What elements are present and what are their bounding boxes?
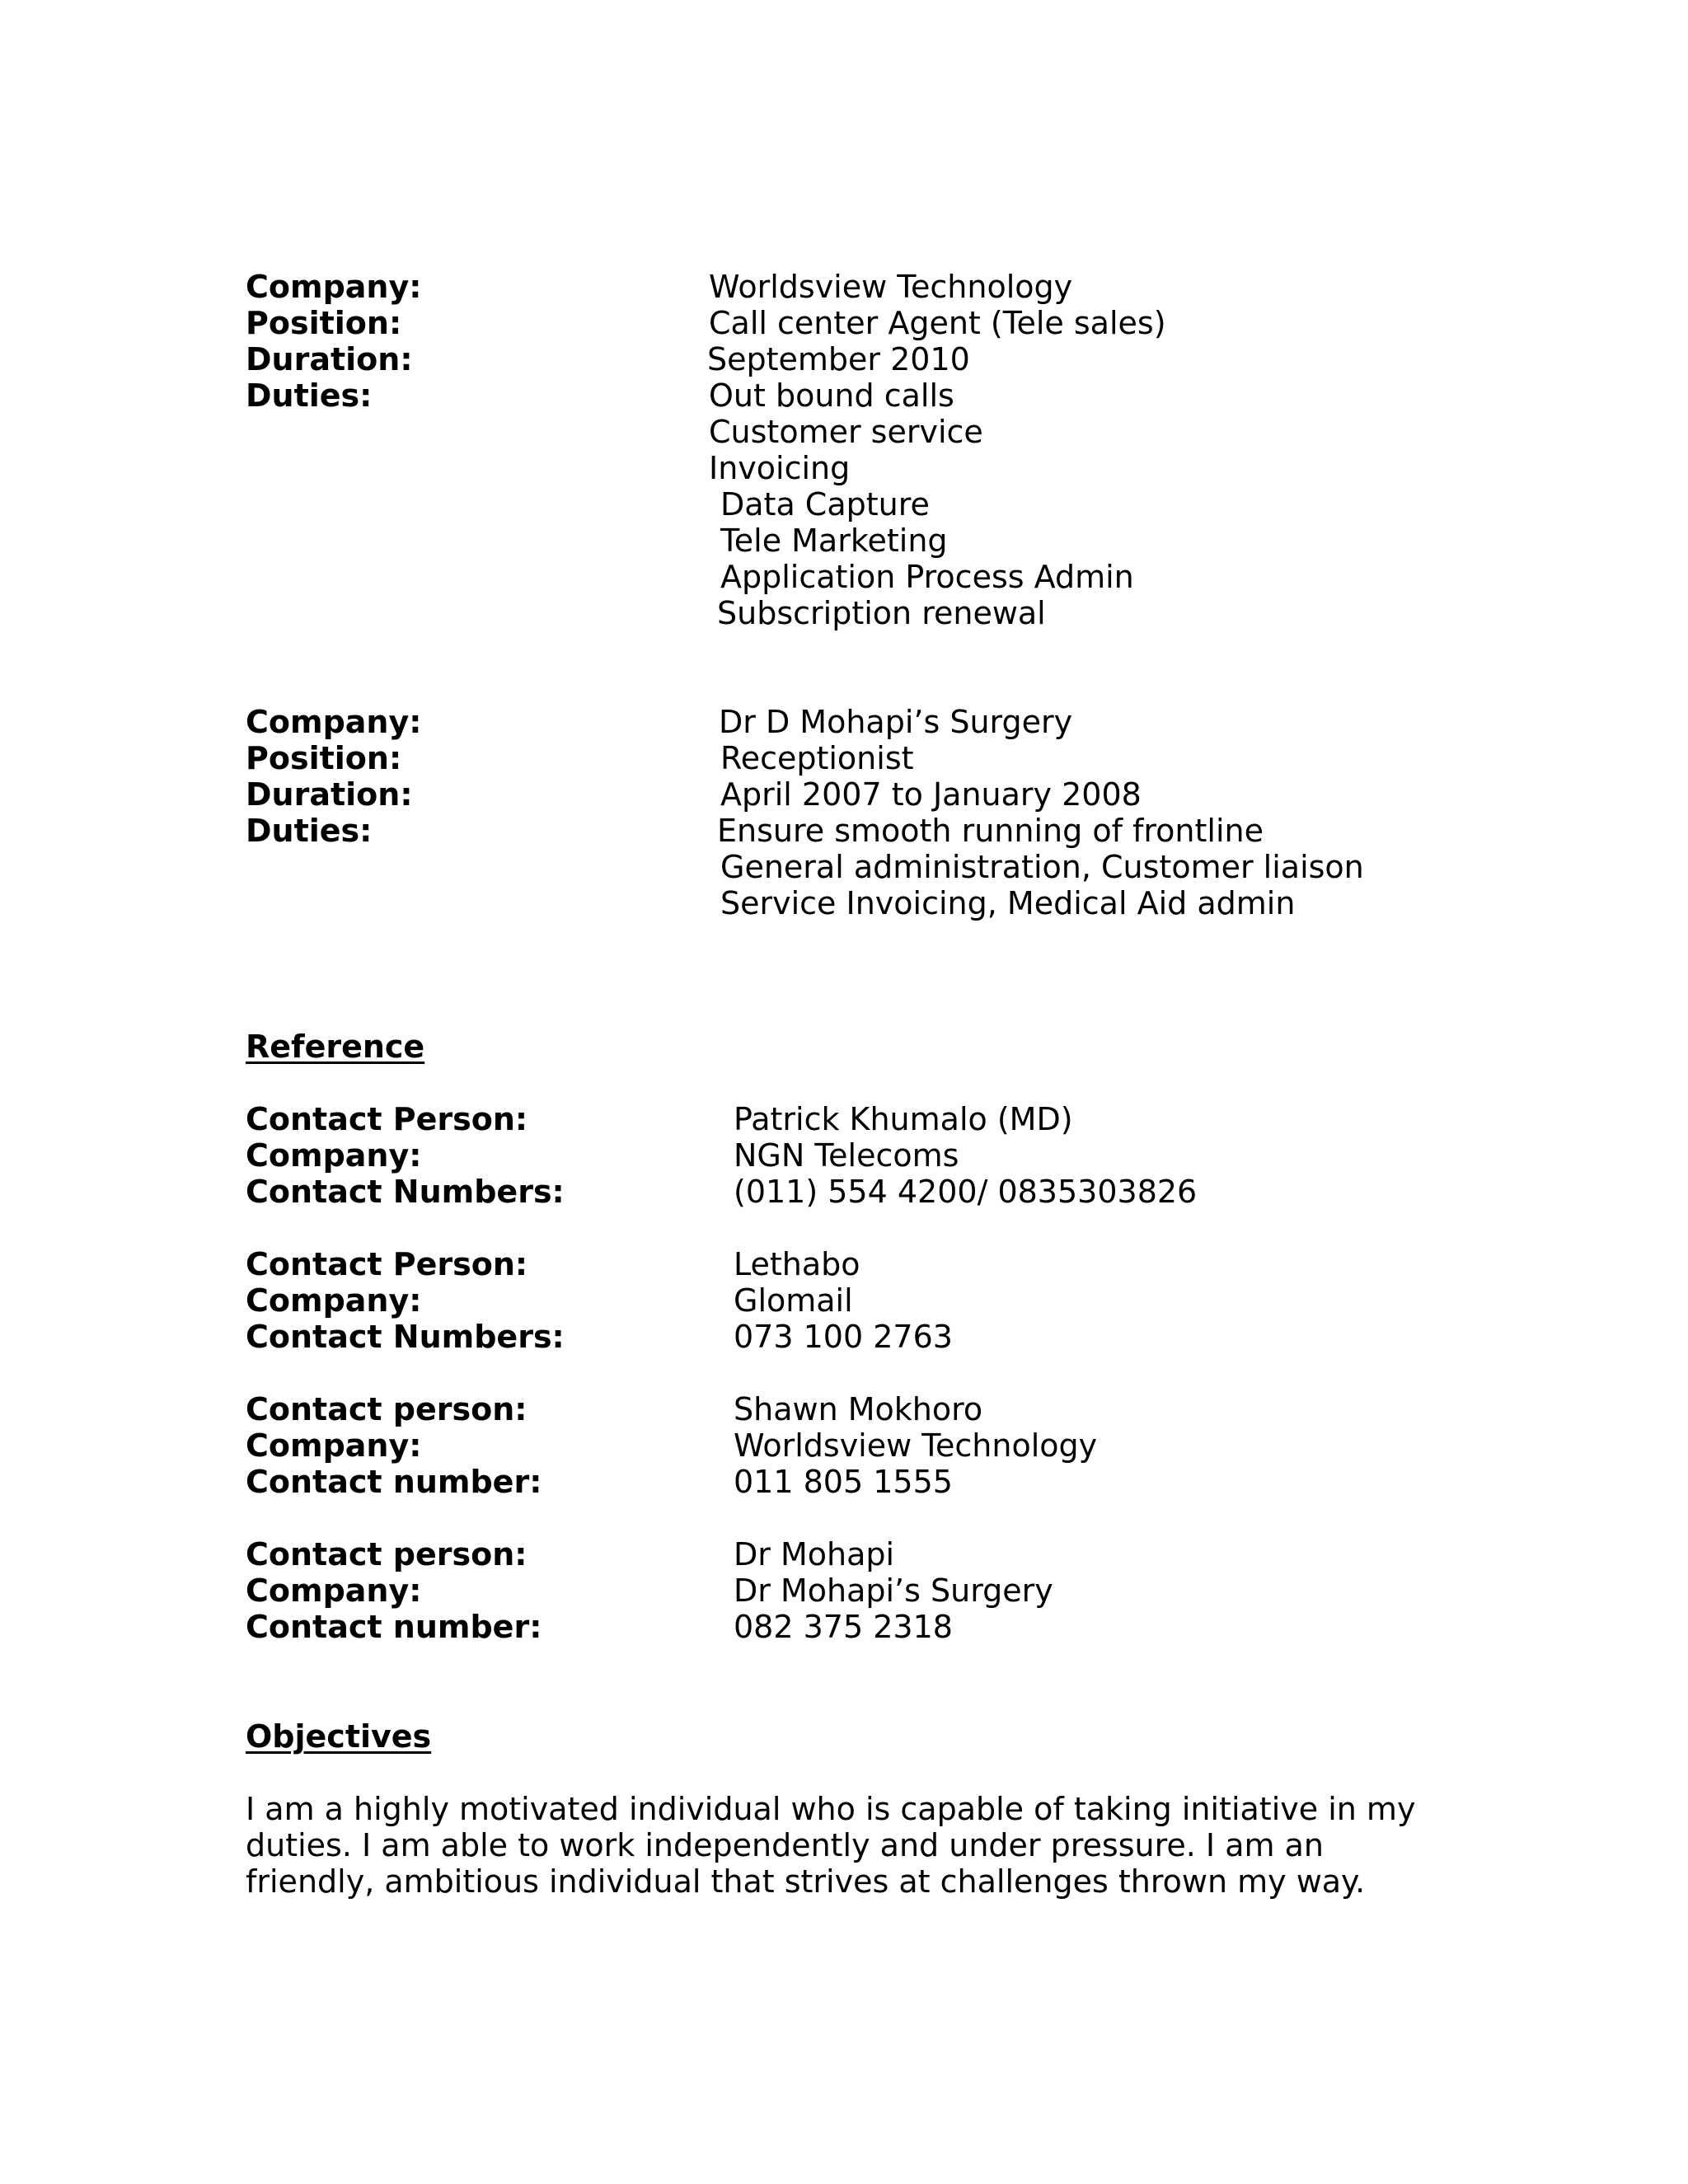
duties-label: Duties: xyxy=(246,813,373,849)
duty-item: General administration, Customer liaison xyxy=(720,849,1364,885)
contact-numbers-label: Contact number: xyxy=(246,1609,542,1645)
duty-item: Data Capture xyxy=(720,486,930,523)
objectives-paragraph xyxy=(246,1791,1449,1900)
objectives-heading: Objectives xyxy=(246,1718,432,1755)
objectives-line: duties. I am able to work independently and under pressure. I am an xyxy=(246,1827,1324,1863)
duty-item: Out bound calls xyxy=(709,377,954,414)
duty-item: Tele Marketing xyxy=(720,523,948,559)
contact-numbers-value: 073 100 2763 xyxy=(734,1319,953,1355)
contact-company-label: Company: xyxy=(246,1572,422,1609)
company-value: Dr D Mohapi’s Surgery xyxy=(719,704,1073,740)
duties-label: Duties: xyxy=(246,377,373,414)
duration-label: Duration: xyxy=(246,776,413,813)
contact-company-label: Company: xyxy=(246,1427,422,1464)
contact-company-label: Company: xyxy=(246,1282,422,1319)
contact-numbers-value: 011 805 1555 xyxy=(734,1464,953,1500)
contact-person-value: Patrick Khumalo (MD) xyxy=(734,1101,1073,1137)
reference-heading: Reference xyxy=(246,1029,425,1065)
contact-company-value: NGN Telecoms xyxy=(734,1137,959,1174)
position-value: Call center Agent (Tele sales) xyxy=(709,305,1166,341)
duty-item: Customer service xyxy=(709,414,983,450)
contact-person-label: Contact Person: xyxy=(246,1246,528,1282)
contact-person-value: Shawn Mokhoro xyxy=(734,1391,983,1427)
duty-item: Application Process Admin xyxy=(720,559,1134,595)
objectives-line: friendly, ambitious individual that strives at challenges thrown my way. xyxy=(246,1863,1366,1900)
duty-item: Invoicing xyxy=(709,450,851,486)
duration-value: April 2007 to January 2008 xyxy=(720,776,1142,813)
position-value: Receptionist xyxy=(720,740,914,776)
duration-value: September 2010 xyxy=(707,341,970,377)
contact-company-value: Dr Mohapi’s Surgery xyxy=(734,1572,1053,1609)
contact-person-value: Dr Mohapi xyxy=(734,1536,895,1572)
contact-numbers-label: Contact Numbers: xyxy=(246,1174,565,1210)
objectives-line: I am a highly motivated individual who is capable of taking initiative in my xyxy=(246,1791,1416,1827)
contact-numbers-label: Contact number: xyxy=(246,1464,542,1500)
duty-item: Subscription renewal xyxy=(717,595,1046,631)
contact-numbers-value: (011) 554 4200/ 0835303826 xyxy=(734,1174,1198,1210)
position-label: Position: xyxy=(246,740,402,776)
contact-person-label: Contact person: xyxy=(246,1391,528,1427)
contact-company-value: Worldsview Technology xyxy=(734,1427,1098,1464)
contact-person-label: Contact Person: xyxy=(246,1101,528,1137)
duty-item: Ensure smooth running of frontline xyxy=(717,813,1264,849)
position-label: Position: xyxy=(246,305,402,341)
contact-numbers-value: 082 375 2318 xyxy=(734,1609,953,1645)
contact-numbers-label: Contact Numbers: xyxy=(246,1319,565,1355)
company-label: Company: xyxy=(246,704,422,740)
contact-company-label: Company: xyxy=(246,1137,422,1174)
contact-person-value: Lethabo xyxy=(734,1246,860,1282)
company-label: Company: xyxy=(246,269,422,305)
company-value: Worldsview Technology xyxy=(709,269,1073,305)
contact-person-label: Contact person: xyxy=(246,1536,528,1572)
contact-company-value: Glomail xyxy=(734,1282,853,1319)
duty-item: Service Invoicing, Medical Aid admin xyxy=(720,885,1296,921)
duration-label: Duration: xyxy=(246,341,413,377)
